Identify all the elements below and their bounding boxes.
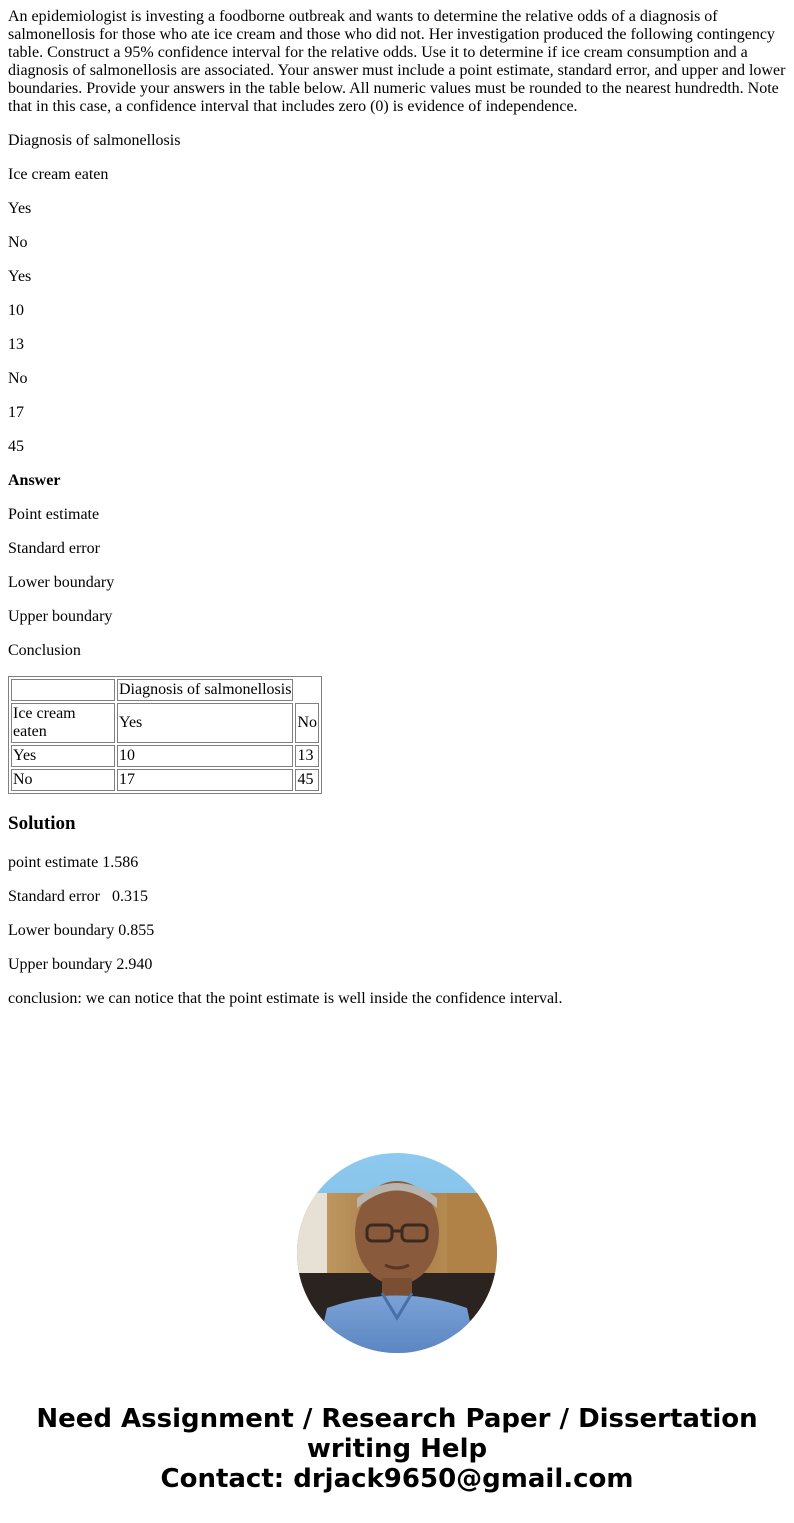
table-cell: 10 [117,745,293,767]
promo-line: writing Help [306,1434,488,1464]
solution-heading: Solution [8,813,76,834]
flat-table-line: Ice cream eaten [8,166,109,183]
table-cell: 13 [295,745,319,767]
solution-line: Lower boundary 0.855 [8,922,155,939]
flat-table-line: 17 [8,404,24,421]
author-avatar [297,1153,497,1353]
document-body [8,8,788,1024]
contingency-table [8,676,322,794]
solution-line: Standard error 0.315 [8,888,148,905]
answer-line: Upper boundary [8,608,113,625]
answer-line: Standard error [8,540,100,557]
solution-line: conclusion: we can notice that the point estimate is well inside the confidence interval. [8,990,563,1007]
table-cell [11,679,115,701]
table-cell: 17 [117,769,293,791]
promo-banner [0,1404,794,1494]
solution-line: Upper boundary 2.940 [8,956,153,973]
avatar-portrait-image [297,1153,497,1353]
flat-table-line: 13 [8,336,24,353]
table-cell: No [295,703,319,743]
table-row [11,745,319,767]
promo-contact: Contact: drjack9650@gmail.com [160,1464,634,1494]
flat-table-line: Yes [8,200,32,217]
flat-table-line: Yes [8,268,32,285]
table-cell: Ice cream eaten [11,703,115,743]
table-cell: 45 [295,769,319,791]
table-row [11,703,319,743]
question-text: An epidemiologist is investing a foodborne outbreak and wants to determine the relative odds of a diagnosis of salmonellosis for those who ate ice cream and those who did not. Her investigation produced the following contingency table. Construct a 95% confidence interval for the relative odds. Use it to determine if ice cream consumption and a diagnosis of salmonellosis are associated. Your answer must include a point estimate, standard error, and upper and lower boundaries. Provide your answers in the table below. All numeric values must be rounded to the nearest hundredth. Note that in this case, a confidence interval that includes zero (0) is evidence of independence. [8,8,786,115]
table-cell: Yes [11,745,115,767]
table-cell: Diagnosis of salmonellosis [117,679,293,701]
solution-line: point estimate 1.586 [8,854,139,871]
table-cell: No [11,769,115,791]
answer-line: Lower boundary [8,574,115,591]
answer-line: Point estimate [8,506,100,523]
table-cell: Yes [117,703,293,743]
flat-table-line: Diagnosis of salmonellosis [8,132,181,149]
flat-table-line: No [8,234,28,251]
table-row [11,679,319,701]
promo-line: Need Assignment / Research Paper / Dissertation [36,1404,758,1434]
flat-table-line: No [8,370,28,387]
flat-table-line: 45 [8,438,24,455]
answer-heading: Answer [8,472,61,489]
table-row [11,769,319,791]
answer-line: Conclusion [8,642,81,659]
flat-table-line: 10 [8,302,24,319]
